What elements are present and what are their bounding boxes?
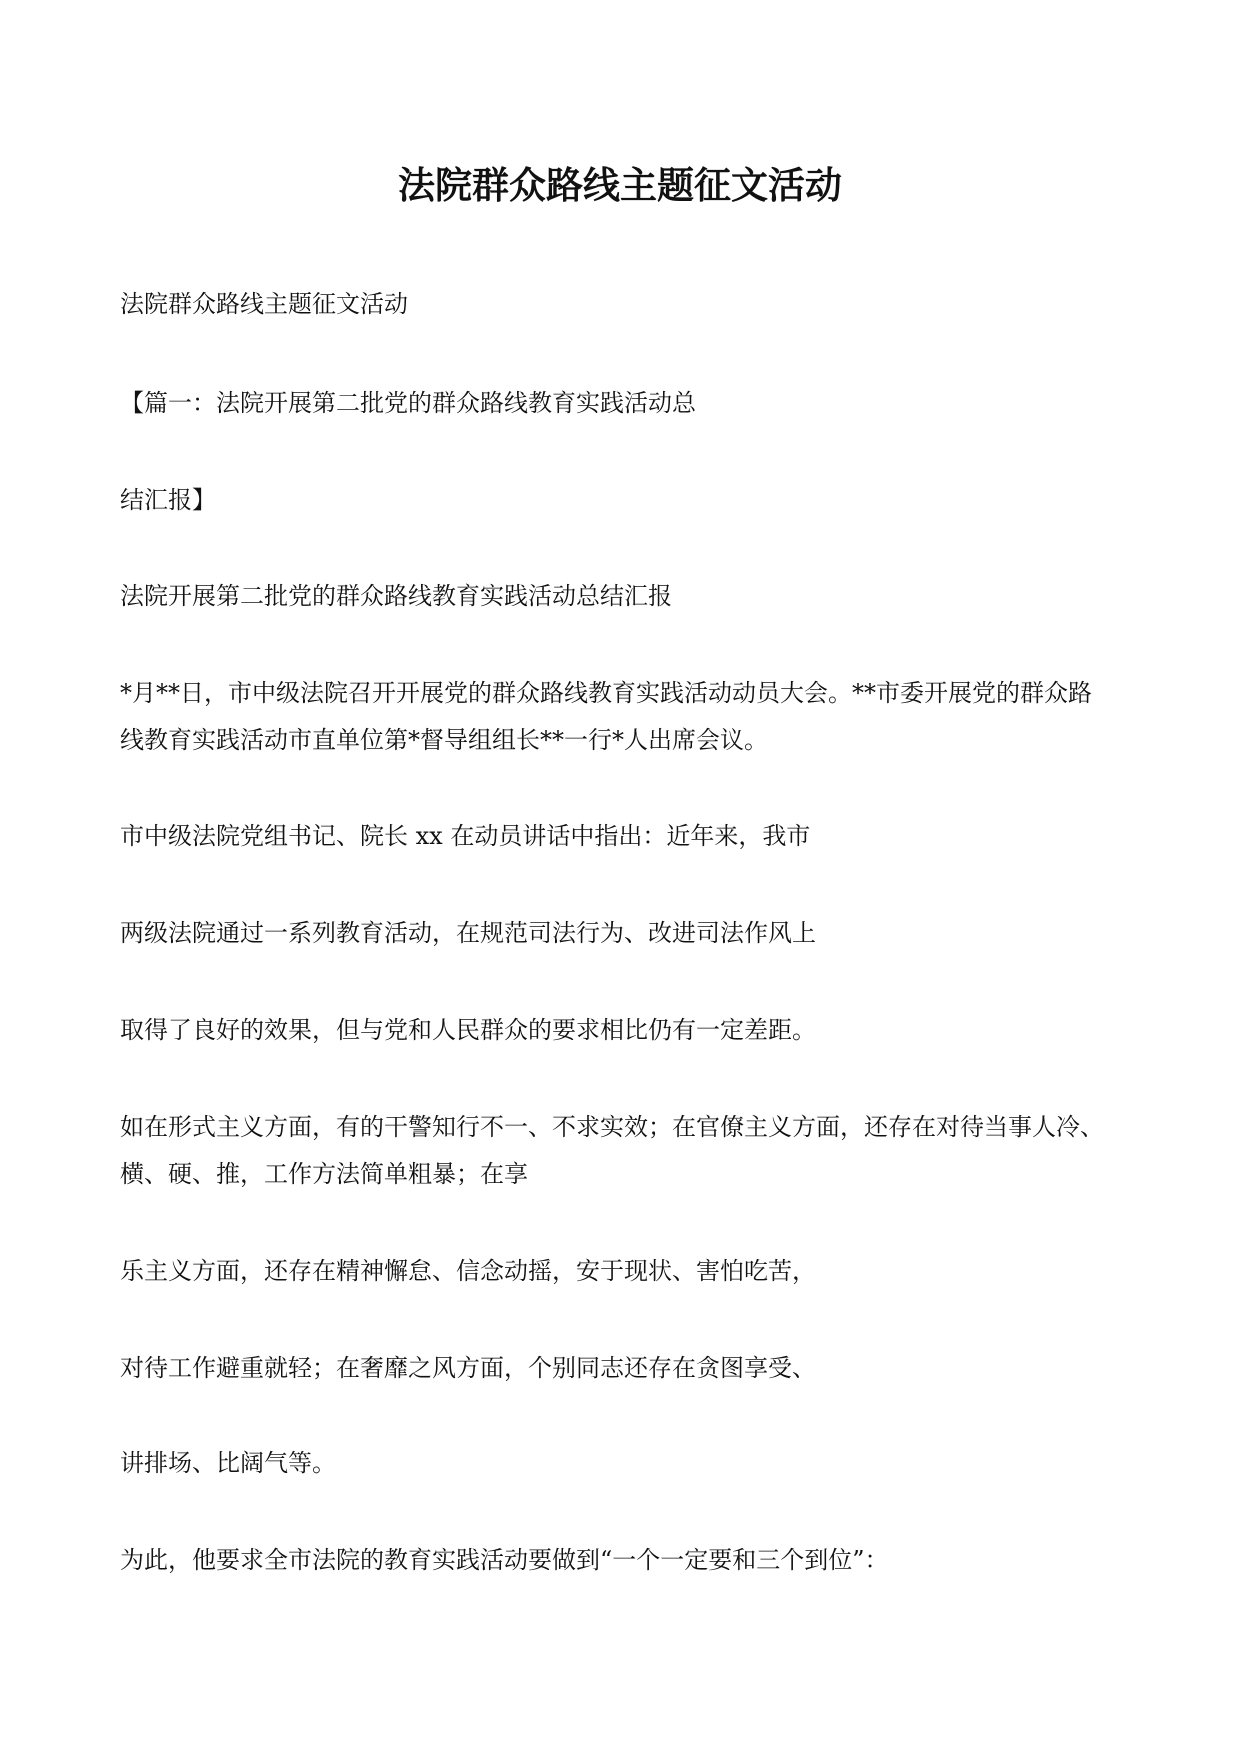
- paragraph-line: 【篇一：法院开展第二批党的群众路线教育实践活动总: [120, 389, 696, 417]
- paragraph-line: 对待工作避重就轻；在奢靡之风方面，个别同志还存在贪图享受、: [120, 1354, 816, 1382]
- paragraph-line: 法院群众路线主题征文活动: [120, 290, 408, 318]
- paragraph-line: 为此，他要求全市法院的教育实践活动要做到“一个一定要和三个到位”：: [120, 1546, 889, 1574]
- paragraph-line: 讲排场、比阔气等。: [120, 1449, 336, 1477]
- paragraph-line: 结汇报】: [120, 486, 216, 514]
- document-title: 法院群众路线主题征文活动: [398, 163, 842, 207]
- paragraph-line: 乐主义方面，还存在精神懈怠、信念动摇，安于现状、害怕吃苦，: [120, 1257, 816, 1285]
- paragraph-line: 两级法院通过一系列教育活动，在规范司法行为、改进司法作风上: [120, 919, 816, 947]
- paragraph-line: 市中级法院党组书记、院长 xx 在动员讲话中指出：近年来，我市: [120, 822, 811, 850]
- paragraph-line: 法院开展第二批党的群众路线教育实践活动总结汇报: [120, 582, 672, 610]
- paragraph-line: 如在形式主义方面，有的干警知行不一、不求实效；在官僚主义方面，还存在对待当事人冷、: [120, 1113, 1104, 1141]
- paragraph-line: *月**日，市中级法院召开开展党的群众路线教育实践活动动员大会。**市委开展党的群众路: [120, 679, 1092, 707]
- paragraph-line: 横、硬、推，工作方法简单粗暴；在享: [120, 1160, 528, 1188]
- paragraph-line: 线教育实践活动市直单位第*督导组组长**一行*人出席会议。: [120, 726, 768, 754]
- paragraph-line: 取得了良好的效果，但与党和人民群众的要求相比仍有一定差距。: [120, 1016, 816, 1044]
